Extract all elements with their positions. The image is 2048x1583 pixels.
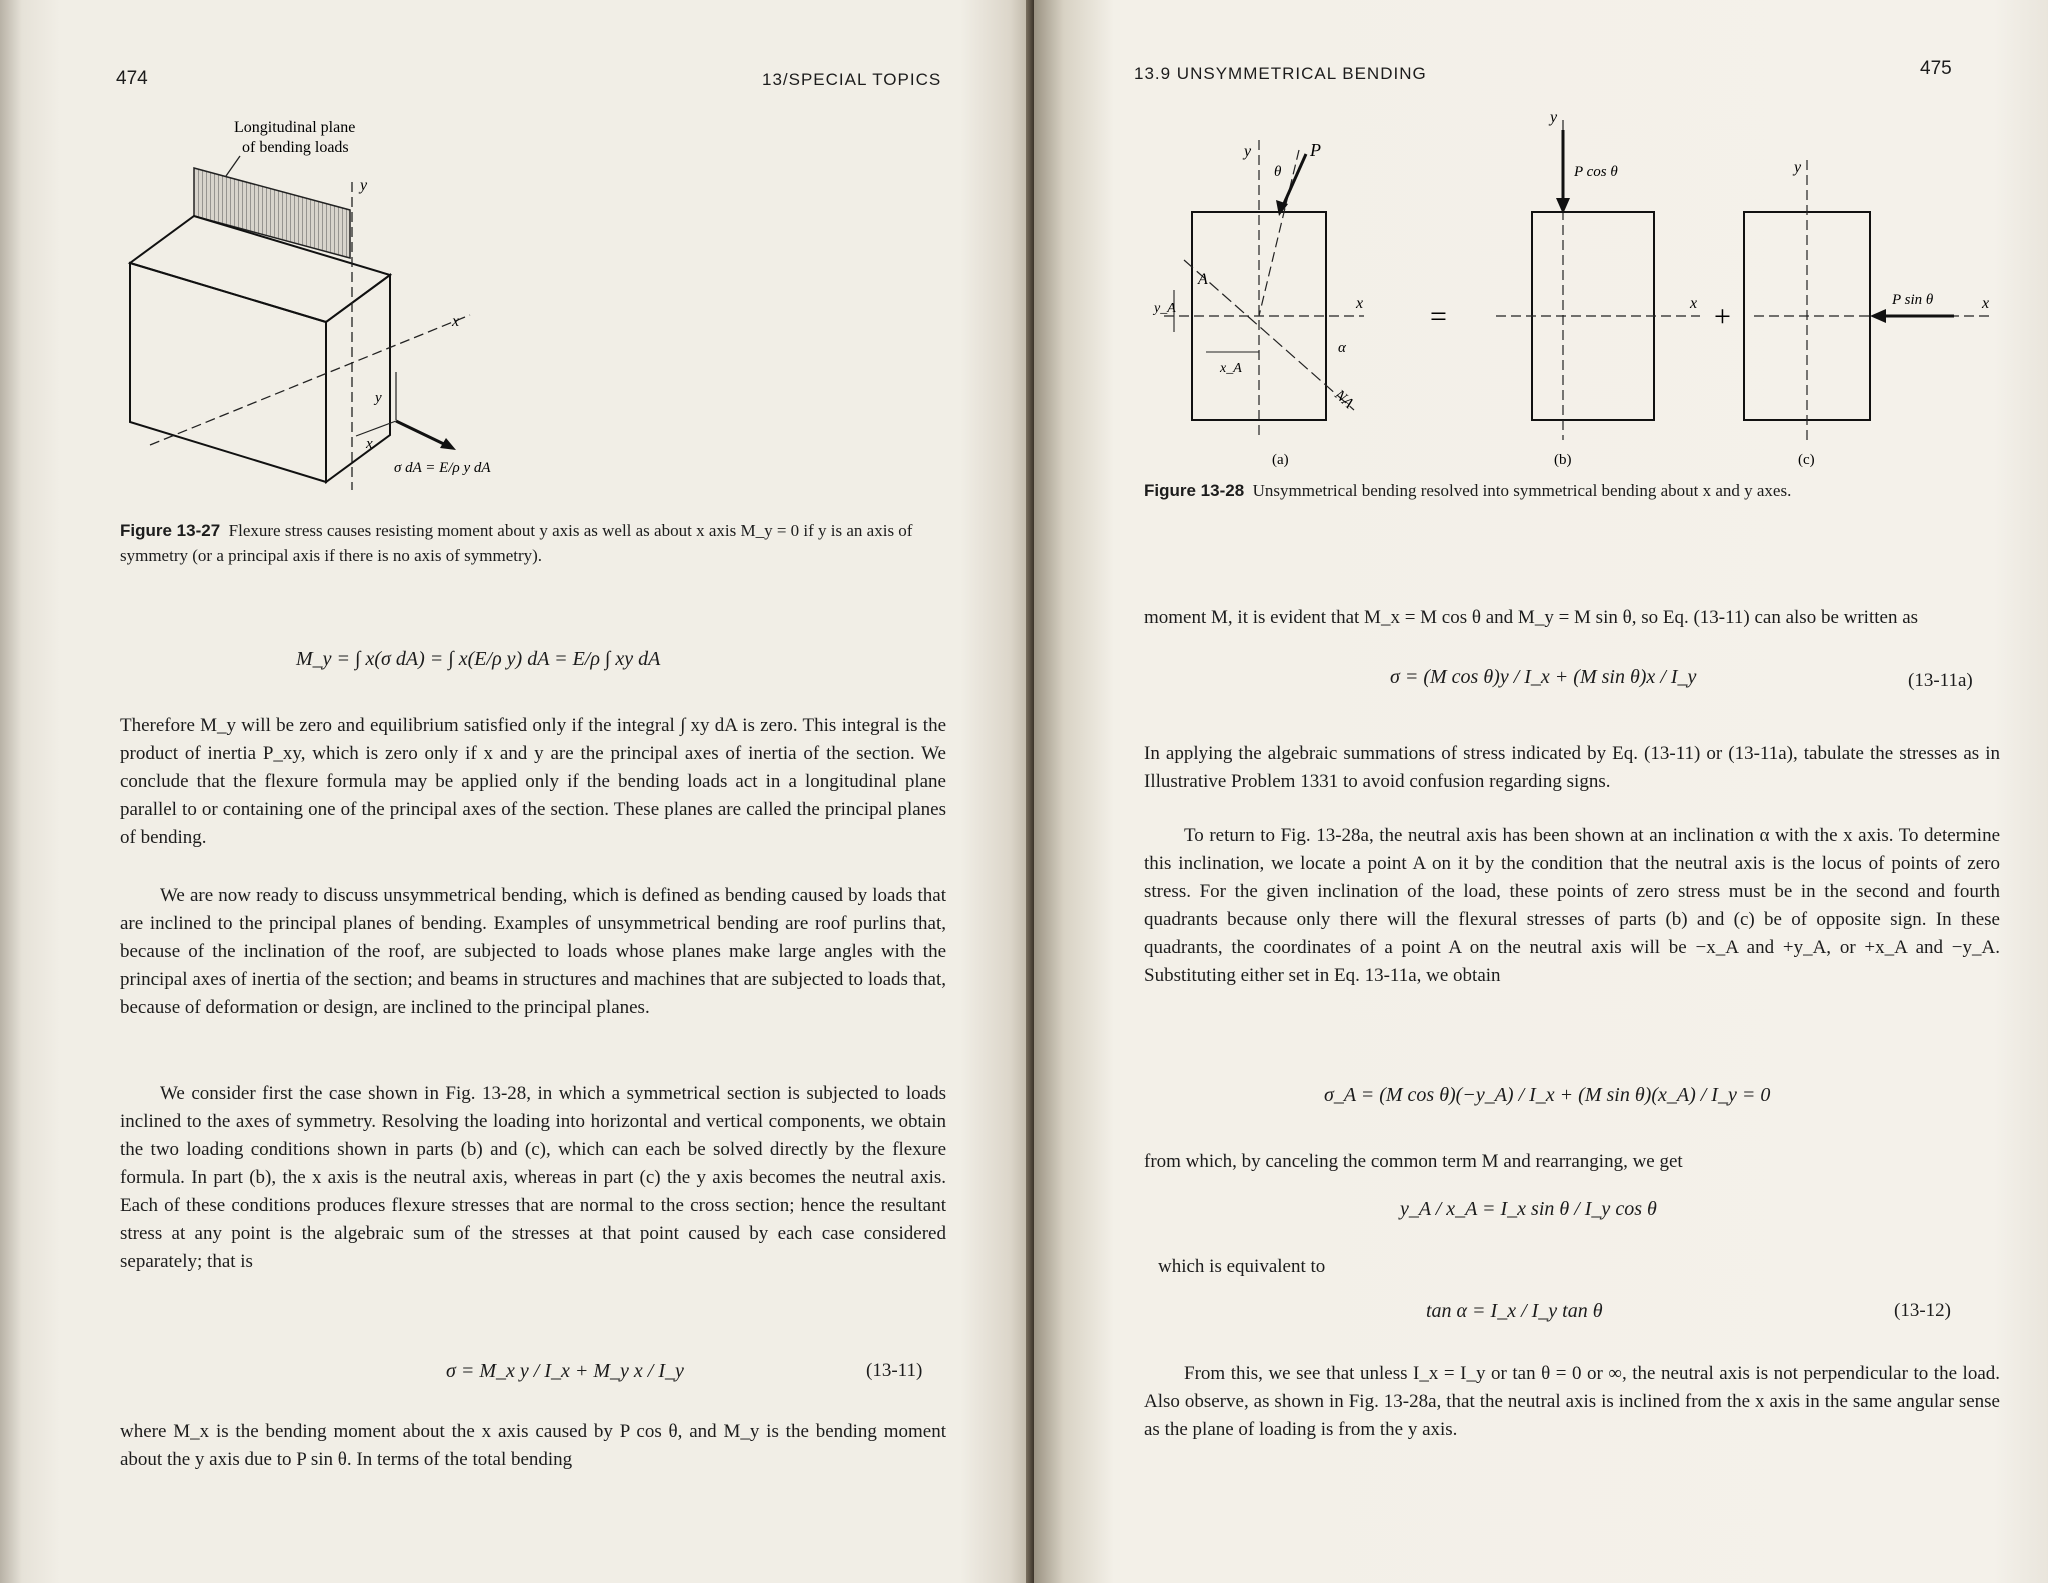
running-head: 13/SPECIAL TOPICS [762, 70, 942, 89]
fig-a-alpha-label: α [1338, 340, 1346, 356]
fig-b-part-label: (b) [1554, 452, 1572, 468]
plane-label-line2: of bending loads [242, 139, 349, 156]
figure-caption [1144, 478, 2004, 503]
equation-13-11a-number: (13-11a) [1908, 670, 1973, 691]
figure-caption [120, 518, 950, 568]
fig-a-y-label: y [1244, 143, 1252, 160]
figure-caption-text: Unsymmetrical bending resolved into symmetrical bending about x and y axes. [1252, 481, 1792, 500]
dim-y-label: y [375, 390, 382, 406]
axis-y-label: y [360, 177, 368, 194]
right-page [1034, 0, 2048, 1583]
fig-c-x-label: x [1982, 295, 1990, 312]
force-label: σ dA = E/ρ y dA [394, 460, 491, 476]
figure-13-28 [1134, 100, 2014, 475]
page-number: 474 [116, 68, 148, 89]
fig-c-part-label: (c) [1798, 452, 1815, 468]
longitudinal-plane [194, 168, 350, 258]
equation-13-12: tan α = I_x / I_y tan θ [1426, 1300, 1603, 1322]
figure-13-27 [110, 110, 630, 490]
paragraph-1: moment M, it is evident that M_x = M cos θ and M_y = M sin θ, so Eq. (13-11) can also be written as [1144, 607, 1919, 628]
equation-sigma-a: σ_A = (M cos θ)(−y_A) / I_x + (M sin θ)(x_A) / I_y = 0 [1324, 1084, 1771, 1106]
paragraph-2: We are now ready to discuss unsymmetrical bending, which is defined as bending caused by loads that are inclined to the principal planes of bending. Examples of unsymmetrical bending are roof purlins that, because of the inclination of the roof, are subjected to loads whose planes make large angles with the principal axes of inertia of the section; and beams in structures and machines that are subjected to loads that, because of deformation or design, are inclined to the principal planes. [120, 885, 946, 1018]
fig-a-NA-label: NA [1331, 387, 1357, 412]
fig-c-y-label: y [1794, 159, 1802, 176]
equals-sign: = [1430, 300, 1447, 333]
fig-a-A-label: A [1198, 271, 1208, 288]
dim-x-label: x [366, 436, 373, 452]
running-head: 13.9 UNSYMMETRICAL BENDING [1134, 64, 1427, 83]
equation-13-11-number: (13-11) [866, 1360, 923, 1381]
fig-a-x-label: x [1356, 295, 1364, 312]
fig-b-x-label: x [1690, 295, 1698, 312]
fig-b-load-label: P cos θ [1574, 164, 1618, 180]
axis-x-label: x [452, 313, 460, 330]
equation-13-11a: σ = (M cos θ)y / I_x + (M sin θ)x / I_y [1390, 666, 1697, 688]
paragraph-5: which is equivalent to [1158, 1256, 1326, 1277]
figure-caption-label: Figure 13-27 [120, 521, 221, 540]
paragraph-3: To return to Fig. 13-28a, the neutral axis has been shown at an inclination α with the x axis. To determine this inclination, we locate a point A on it by the condition that the neutral axis is the locus of points of zero stress. For the given inclination of the load, these points of zero stress must be in the second and fourth quadrants because only there will the flexural stresses of parts (b) and (c) be of opposite sign. In these quadrants, the coordinates of a point A on the neutral axis will be −x_A and +y_A, or +x_A and −y_A. Substituting either set in Eq. 13-11a, we obtain [1144, 825, 2000, 986]
equation-my: M_y = ∫ x(σ dA) = ∫ x(E/ρ y) dA = E/ρ ∫ xy dA [296, 648, 661, 670]
page-number: 475 [1920, 58, 1952, 79]
fig-c-load-label: P sin θ [1892, 292, 1934, 308]
equation-13-11: σ = M_x y / I_x + M_y x / I_y [446, 1360, 684, 1382]
paragraph-6: From this, we see that unless I_x = I_y or tan θ = 0 or ∞, the neutral axis is not perpendicular to the load. Also observe, as shown in Fig. 13-28a, that the neutral axis is inclined from the x axis in the same angular sense as the plane of loading is from the y axis. [1144, 1363, 2000, 1440]
fig-a-yA-label: y_A [1154, 301, 1176, 316]
fig-b-y-label: y [1550, 109, 1558, 126]
closing-paragraph: where M_x is the bending moment about the x axis caused by P cos θ, and M_y is the bending moment about the y axis due to P sin θ. In terms of the total bending [120, 1421, 946, 1470]
figure-caption-text: Flexure stress causes resisting moment about y axis as well as about x axis M_y = 0 if y is an axis of symmetry (or a principal axis if there is no axis of symmetry). [120, 521, 913, 565]
equation-ratio: y_A / x_A = I_x sin θ / I_y cos θ [1400, 1198, 1657, 1220]
fig-a-P-label: P [1310, 140, 1321, 160]
paragraph-2: In applying the algebraic summations of stress indicated by Eq. (13-11) or (13-11a), tabulate the stresses as in Illustrative Problem 1331 to avoid confusion regarding signs. [1144, 743, 2000, 792]
paragraph-1: Therefore M_y will be zero and equilibrium satisfied only if the integral ∫ xy dA is zero. This integral is the product of inertia P_xy, which is zero only if x and y are the principal axes of inertia of the section. We conclude that the flexure formula may be applied only if the bending loads act in a longitudinal plane parallel to or containing one of the principal axes of the section. These planes are called the principal planes of bending. [120, 715, 946, 848]
equation-13-12-number: (13-12) [1894, 1300, 1951, 1321]
figure-caption-label: Figure 13-28 [1144, 481, 1245, 500]
plus-sign: + [1714, 300, 1731, 333]
plane-label-line1: Longitudinal plane [234, 119, 356, 136]
paragraph-3: We consider first the case shown in Fig. 13-28, in which a symmetrical section is subjected to loads inclined to the axes of symmetry. Resolving the loading into horizontal and vertical components, we obtain the two loading conditions shown in parts (b) and (c), which can each be solved directly by the flexure formula. In part (b), the x axis is the neutral axis, whereas in part (c) the y axis becomes the neutral axis. Each of these conditions produces flexure stresses that are normal to the cross section; hence the resultant stress at any point is the algebraic sum of the stresses at that point caused by each case considered separately; that is [120, 1083, 946, 1272]
paragraph-4: from which, by canceling the common term M and rearranging, we get [1144, 1151, 1683, 1172]
fig-a-theta-label: θ [1274, 164, 1282, 180]
fig-a-part-label: (a) [1272, 452, 1289, 468]
fig-a-xA-label: x_A [1220, 361, 1242, 376]
